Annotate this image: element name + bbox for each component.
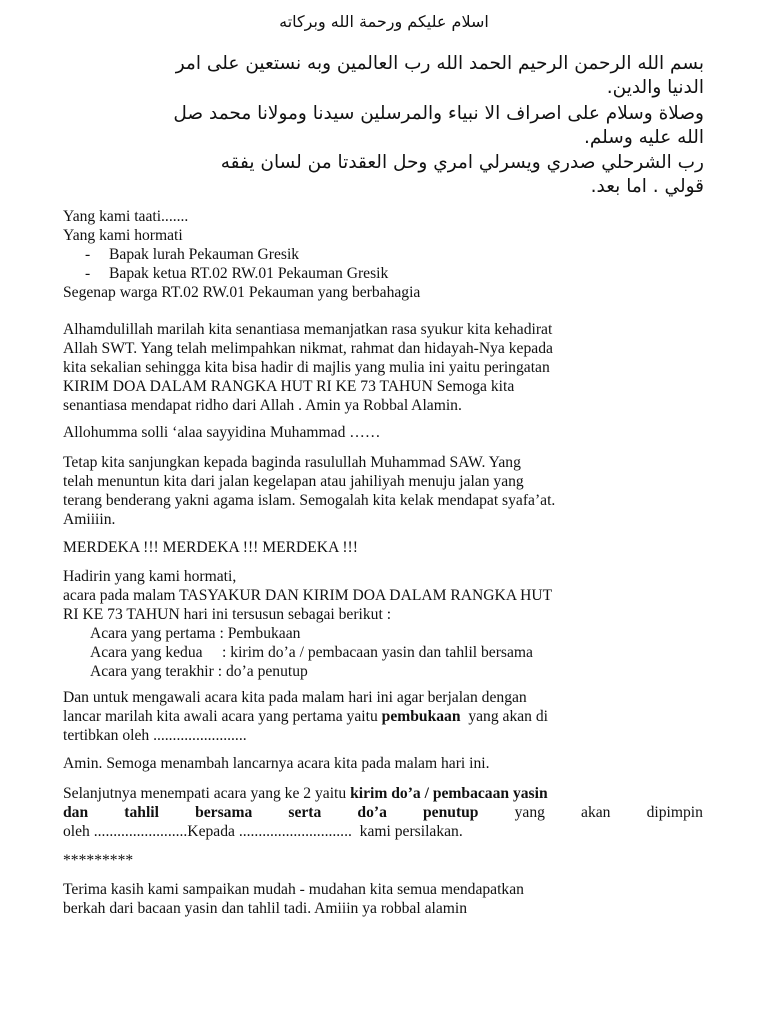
opening-acara-paragraph	[63, 688, 703, 745]
paragraph-line: Tetap kita sanjungkan kepada baginda rasulullah Muhammad SAW. Yang	[63, 454, 521, 471]
text-run: Selanjutnya menempati acara yang ke 2 yaitu	[63, 785, 351, 802]
paragraph-line	[63, 803, 703, 822]
paragraph-line: kita sekalian sehingga kita bisa hadir di majlis yang mulia ini yaitu peringatan	[63, 359, 550, 376]
arabic-period: .	[606, 77, 613, 98]
paragraph-line: Allohumma solli ‘alaa sayyidina Muhammad ……	[63, 424, 381, 441]
paragraph-line: KIRIM DOA DALAM RANGKA HUT RI KE 73 TAHUN Semoga kita	[63, 378, 515, 395]
agenda-sep: :	[215, 625, 228, 642]
agenda-value: kirim do’a / pembacaan yasin dan tahlil bersama	[230, 644, 533, 661]
list-item-text: Bapak ketua RT.02 RW.01 Pekauman Gresik	[109, 265, 389, 282]
arabic-period: .	[583, 127, 590, 148]
paragraph-line: tertibkan oleh ........................	[63, 727, 247, 744]
agenda-label: Acara yang terakhir	[90, 663, 214, 680]
shalawat-latin	[63, 423, 703, 442]
paragraph-line: *********	[63, 852, 134, 869]
agenda-value: Pembukaan	[227, 625, 301, 642]
agenda-block	[63, 567, 703, 681]
agenda-item	[63, 643, 703, 662]
paragraph-line: RI KE 73 TAHUN hari ini tersusun sebagai berikut :	[63, 606, 392, 623]
arabic-doa-line-1: رب الشرحلي صدري ويسرلي امري وحل العقدتا من لسان يفقه	[220, 152, 704, 173]
agenda-value: do’a penutup	[225, 663, 308, 680]
agenda-sep: :	[202, 644, 231, 661]
paragraph-line: oleh ........................Kepada ............................. kami persilakan.	[63, 823, 463, 840]
bold-word: dan	[63, 804, 89, 821]
paragraph-line: telah menuntun kita dari jalan kegelapan atau jahiliyah menuju jalan yang	[63, 473, 524, 490]
agenda-item	[63, 662, 703, 681]
paragraph-line: Terima kasih kami sampaikan mudah - mudahan kita semua mendapatkan	[63, 881, 524, 898]
arabic-text: الله عليه وسلم	[589, 127, 704, 148]
arabic-basmalah	[62, 52, 704, 100]
text-run: yang akan di	[460, 708, 548, 725]
paragraph-line	[63, 784, 703, 803]
paragraph-line: senantiasa mendapat ridho dari Allah . Amin ya Robbal Alamin.	[63, 397, 462, 414]
word: yang	[514, 804, 545, 821]
greeting-line: Yang kami hormati	[63, 227, 183, 244]
shalawat-paragraph	[63, 453, 703, 529]
paragraph-line: terang benderang yakni agama islam. Semogalah kita kelak mendapat syafa’at.	[63, 492, 556, 509]
paragraph-line: Dan untuk mengawali acara kita pada malam hari ini agar berjalan dengan	[63, 689, 527, 706]
greeting-line: Yang kami taati.......	[63, 208, 189, 225]
greeting-list-item	[63, 264, 703, 283]
arabic-text: قولي . اما بعد	[596, 176, 704, 197]
bold-run: pembukaan	[381, 708, 461, 725]
arabic-basmalah-line-2	[62, 76, 704, 100]
list-item-text: Bapak lurah Pekauman Gresik	[109, 246, 300, 263]
paragraph-line: berkah dari bacaan yasin dan tahlil tadi. Amiiin ya robbal alamin	[63, 900, 468, 917]
next-paragraph	[63, 784, 703, 841]
word: akan	[581, 804, 611, 821]
list-dash: -	[85, 246, 91, 263]
greeting-list-item	[63, 245, 703, 264]
bold-word: serta	[288, 804, 322, 821]
arabic-shalawat	[62, 102, 704, 150]
paragraph-line: Amiiiin.	[63, 511, 116, 528]
merdeka-line	[63, 538, 703, 557]
greeting-line: Segenap warga RT.02 RW.01 Pekauman yang berbahagia	[63, 284, 421, 301]
separator-stars	[63, 851, 703, 870]
paragraph-line: Hadirin yang kami hormati,	[63, 568, 237, 585]
arabic-basmalah-line-1: بسم الله الرحمن الرحيم الحمد الله رب العالمين وبه نستعين على امر	[175, 53, 704, 74]
paragraph-line: MERDEKA !!! MERDEKA !!! MERDEKA !!!	[63, 539, 358, 556]
greeting-block	[63, 207, 703, 302]
agenda-label: Acara yang kedua	[90, 644, 203, 661]
agenda-label: Acara yang pertama	[90, 625, 216, 642]
paragraph-line: Alhamdulillah marilah kita senantiasa memanjatkan rasa syukur kita kehadirat	[63, 321, 553, 338]
arabic-text: الدنيا والدين	[612, 77, 704, 98]
opening-paragraph	[63, 320, 703, 415]
list-dash: -	[85, 265, 91, 282]
text-run: lancar marilah kita awali acara yang pertama yaitu	[63, 708, 382, 725]
arabic-salam: اسلام عليكم ورحمة الله وبركاته	[279, 12, 489, 31]
paragraph-line: Allah SWT. Yang telah melimpahkan nikmat, rahmat dan hidayah-Nya kepada	[63, 340, 553, 357]
arabic-doa	[62, 151, 704, 199]
arabic-shalawat-line-2	[62, 126, 704, 150]
bold-word: do’a	[357, 804, 387, 821]
arabic-period: .	[590, 176, 597, 197]
paragraph-line: acara pada malam TASYAKUR DAN KIRIM DOA DALAM RANGKA HUT	[63, 587, 553, 604]
paragraph-line	[63, 707, 703, 726]
word: dipimpin	[646, 804, 703, 821]
bold-run: kirim do’a / pembacaan yasin	[350, 785, 548, 802]
arabic-doa-line-2	[62, 175, 704, 199]
bold-word: tahlil	[124, 804, 159, 821]
bold-word: bersama	[195, 804, 253, 821]
agenda-sep: :	[213, 663, 226, 680]
bold-word: penutup	[423, 804, 479, 821]
arabic-shalawat-line-1: وصلاة وسلام على اصراف الا نبياء والمرسلين سيدنا ومولانا محمد صل	[173, 103, 704, 124]
paragraph-line: Amin. Semoga menambah lancarnya acara kita pada malam hari ini.	[63, 755, 490, 772]
agenda-item	[63, 624, 703, 643]
amin-line	[63, 754, 703, 773]
closing-paragraph	[63, 880, 703, 918]
